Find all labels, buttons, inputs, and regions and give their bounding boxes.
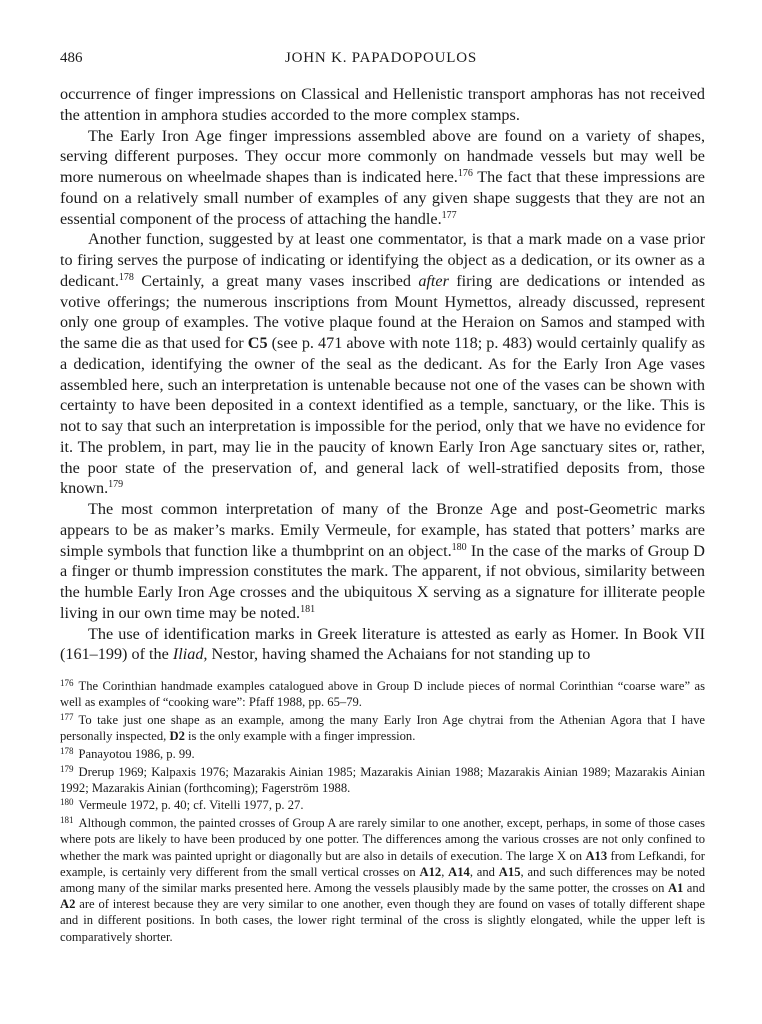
footnote-178: $^{178}$ Panayotou 1986, p. 99. — [60, 745, 195, 761]
footnote-ref-177[interactable]: 177 — [441, 209, 457, 221]
footnote-180: $^{180}$ Vermeule 1972, p. 40; cf. Vitelli 1977, p. 27. — [60, 797, 304, 813]
footnote-ref-180[interactable]: 180 — [451, 541, 467, 553]
paragraph-3: Another function, suggested by at least one commentator, is that a mark made on a vase prior to firing serves the purpose of indicating or identifying the object as a dedication, or its owner as a dedicant.$^{178}$ Certainly, a great many vases inscribed after firing are dedications or intended as votive offerings; the numerous inscriptions from Mount Hymettos, already discussed, represent only one group of examples. The votive plaque found at the Heraion on Samos and stamped with the same die as that used for C5 (see p. 471 above with note 118; p. 483) would certainly qualify as a dedication, identifying the owner of the seal as the dedicant. As for the Early Iron Age vases assembled here, such an interpretation is untenable because not one of the vases can be shown with certainty to have been deposited in a context identified as a temple, sanctuary, or the like. This is not to say that such an interpretation is impossible for the period, only that we have no evidence for it. The problem, in part, may lie in the paucity of known Early Iron Age sanctuary sites or, rather, the poor state of the preservation of, and general lack of well-stratified deposits from, those known.$^{179}$ — [60, 230, 705, 498]
paragraph-2: The Early Iron Age finger impressions assembled above are found on a variety of shapes, serving different purposes. They occur more commonly on handmade vessels but may well be more numerous on wheelmade shapes than is indicated here.$^{176}$ The fact that these impressions are found on a relatively small number of examples of any given shape suggests that they are not an essential component of the process of attaching the handle.$^{177}$ — [60, 126, 705, 228]
paragraph-5: The use of identification marks in Greek literature is attested as early as Homer. In Book VII (161–199) of the Iliad, Nestor, having shamed the Achaians for not standing up to — [60, 624, 705, 664]
paragraph-4: The most common interpretation of many of the Bronze Age and post-Geometric marks appears to be as maker’s marks. Emily Vermeule, for example, has stated that potters’ marks are simple symbols that function like a thumbprint on an object.$^{180}$ In the case of the marks of Group D a finger or thumb impression constitutes the mark. The apparent, if not obvious, similarity between the humble Early Iron Age crosses and the ubiquitous X serving as a signature for illiterate people living in our own time may be noted.$^{181}$ — [60, 500, 705, 622]
footnote-number: 180 — [60, 797, 74, 808]
footnote-ref-181[interactable]: 181 — [300, 603, 316, 615]
page-header — [60, 50, 702, 74]
footnote-ref-176[interactable]: 176 — [457, 168, 473, 179]
catalogue-ref-c5: C5 — [247, 334, 268, 352]
body-text — [60, 84, 705, 665]
footnote-179: $^{179}$ Drerup 1969; Kalpaxis 1976; Mazarakis Ainian 1985; Mazarakis Ainian 1988; Mazarakis Ainian 1989; Mazarakis Ainian 1992; Mazarakis Ainian (forthcoming); Fagerström 1988. — [60, 763, 705, 795]
footnote-181: $^{181}$ Although common, the painted crosses of Group A are rarely similar to one another, except, perhaps, in some of those cases where pots are likely to have been produced by one potter. The differences among the various crosses are not only confined to whether the mark was painted upright or diagonally but are also in details of execution. The large X on A13 from Lefkandi, for example, is certainly very different from the small vertical crosses on A12, A14, and A15, and such differences may be noted among many of the similar marks presented here. Among the vessels plausibly made by the same potter, the crosses on A1 and A2 are of interest because they are very similar to one another, even though they are found on vases of totally different shape and in different positions. In both cases, the lower right terminal of the cross is slightly elongated, while the upper left is comparatively shorter. — [60, 815, 706, 944]
footnote-ref-178[interactable]: 178 — [118, 271, 134, 283]
footnote-number: 178 — [60, 745, 74, 756]
footnote-ref-179[interactable]: 179 — [108, 479, 124, 491]
footnote-number: 181 — [60, 815, 74, 826]
footnote-number: 177 — [60, 711, 74, 722]
running-head: JOHN K. PAPADOPOULOS — [284, 50, 478, 66]
footnotes — [60, 678, 705, 946]
footnote-number: 176 — [60, 678, 74, 688]
footnote-number: 179 — [60, 763, 74, 774]
footnote-176: $^{176}$ The Corinthian handmade examples catalogued above in Group D include pieces of normal Corinthian “coarse ware” as well as examples of “cooking ware”: Pfaff 1988, pp. 65–79. — [60, 678, 705, 710]
page-number: 486 — [60, 50, 83, 66]
paragraph-1: occurrence of finger impressions on Classical and Hellenistic transport amphoras has not received the attention in amphora studies accorded to the more complex stamps. — [60, 85, 705, 124]
footnote-177: $^{177}$ To take just one shape as an example, among the many Early Iron Age chytrai from the Athenian Agora that I have personally inspected, D2 is the only example with a finger impression. — [60, 711, 705, 744]
